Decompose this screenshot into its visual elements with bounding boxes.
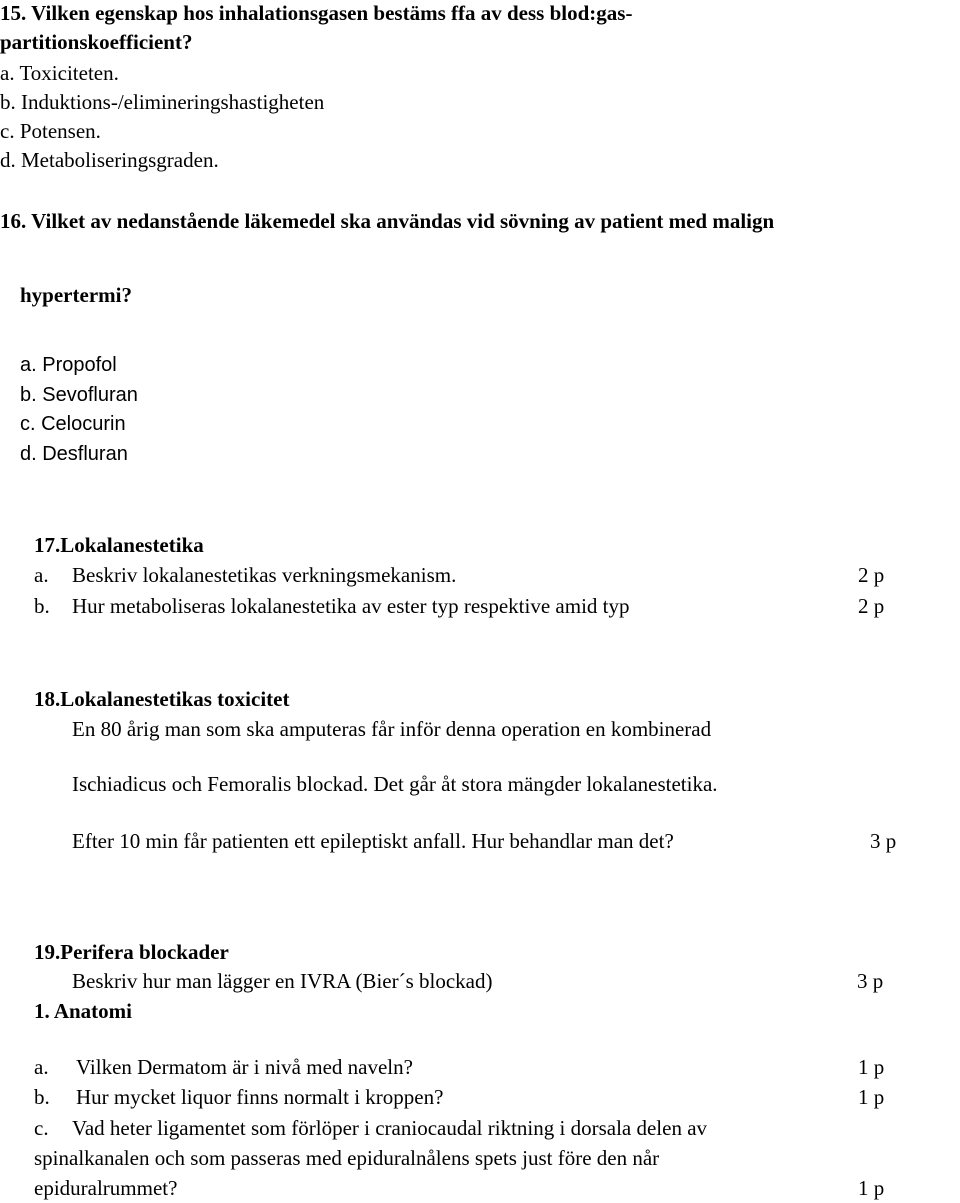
q19-item-a-text: Vilken Dermatom är i nivå med naveln?	[76, 1055, 413, 1079]
q19-item-c-points: 1 p	[858, 1176, 885, 1200]
q17-heading: 17.Lokalanestetika	[34, 533, 204, 557]
q19-item-b-text: Hur mycket liquor finns normalt i kroppen?	[76, 1085, 444, 1109]
q19-task: Beskriv hur man lägger en IVRA (Bier´s blockad)	[72, 969, 493, 993]
q18-heading: 18.Lokalanestetikas toxicitet	[34, 687, 290, 711]
q19-subheading: 1. Anatomi	[34, 999, 133, 1023]
q18-line-2: Ischiadicus och Femoralis blockad. Det går åt stora mängder lokalanestetika.	[72, 772, 718, 796]
q15-option-a: a. Toxiciteten.	[0, 61, 119, 85]
q19-item-c-text: Vad heter ligamentet som förlöper i craniocaudal riktning i dorsala delen av	[72, 1116, 708, 1140]
q16-heading-line1: 16. Vilket av nedanstående läkemedel ska användas vid sövning av patient med malign	[0, 209, 775, 233]
q15-heading-line1: 15. Vilken egenskap hos inhalationsgasen bestäms ffa av dess blod:gas-	[0, 1, 633, 25]
q17-item-a-points: 2 p	[858, 563, 885, 587]
q18-points: 3 p	[870, 829, 897, 853]
q19-item-c-continuation-1: spinalkanalen och som passeras med epiduralnålens spets just före den når	[34, 1146, 660, 1170]
q17-item-b-points: 2 p	[858, 594, 885, 618]
q16-option-d: d. Desfluran	[20, 443, 128, 465]
q17-item-a-letter: a.	[34, 563, 49, 587]
q18-line-1: En 80 årig man som ska amputeras får inför denna operation en kombinerad	[72, 717, 712, 741]
q19-item-c-continuation-2: epiduralrummet?	[34, 1176, 178, 1200]
q19-item-b-points: 1 p	[858, 1085, 885, 1109]
q15-heading-line2: partitionskoefficient?	[0, 30, 193, 54]
q16-heading-line2: hypertermi?	[20, 283, 132, 307]
q16-option-a: a. Propofol	[20, 354, 117, 376]
q19-heading: 19.Perifera blockader	[34, 940, 229, 964]
q17-item-a-text: Beskriv lokalanestetikas verkningsmekanism.	[72, 563, 457, 587]
q19-item-b-letter: b.	[34, 1085, 50, 1109]
q19-task-points: 3 p	[857, 969, 884, 993]
q18-line-3: Efter 10 min får patienten ett epileptiskt anfall. Hur behandlar man det?	[72, 829, 674, 853]
q19-item-c-letter: c.	[34, 1116, 49, 1140]
q16-option-b: b. Sevofluran	[20, 384, 138, 406]
q15-option-c: c. Potensen.	[0, 119, 101, 143]
q19-item-a-letter: a.	[34, 1055, 49, 1079]
q16-option-c: c. Celocurin	[20, 413, 126, 435]
q17-item-b-text: Hur metaboliseras lokalanestetika av ester typ respektive amid typ	[72, 594, 630, 618]
q19-item-a-points: 1 p	[858, 1055, 885, 1079]
q15-option-b: b. Induktions-/elimineringshastigheten	[0, 90, 325, 114]
q15-option-d: d. Metaboliseringsgraden.	[0, 148, 219, 172]
q17-item-b-letter: b.	[34, 594, 50, 618]
